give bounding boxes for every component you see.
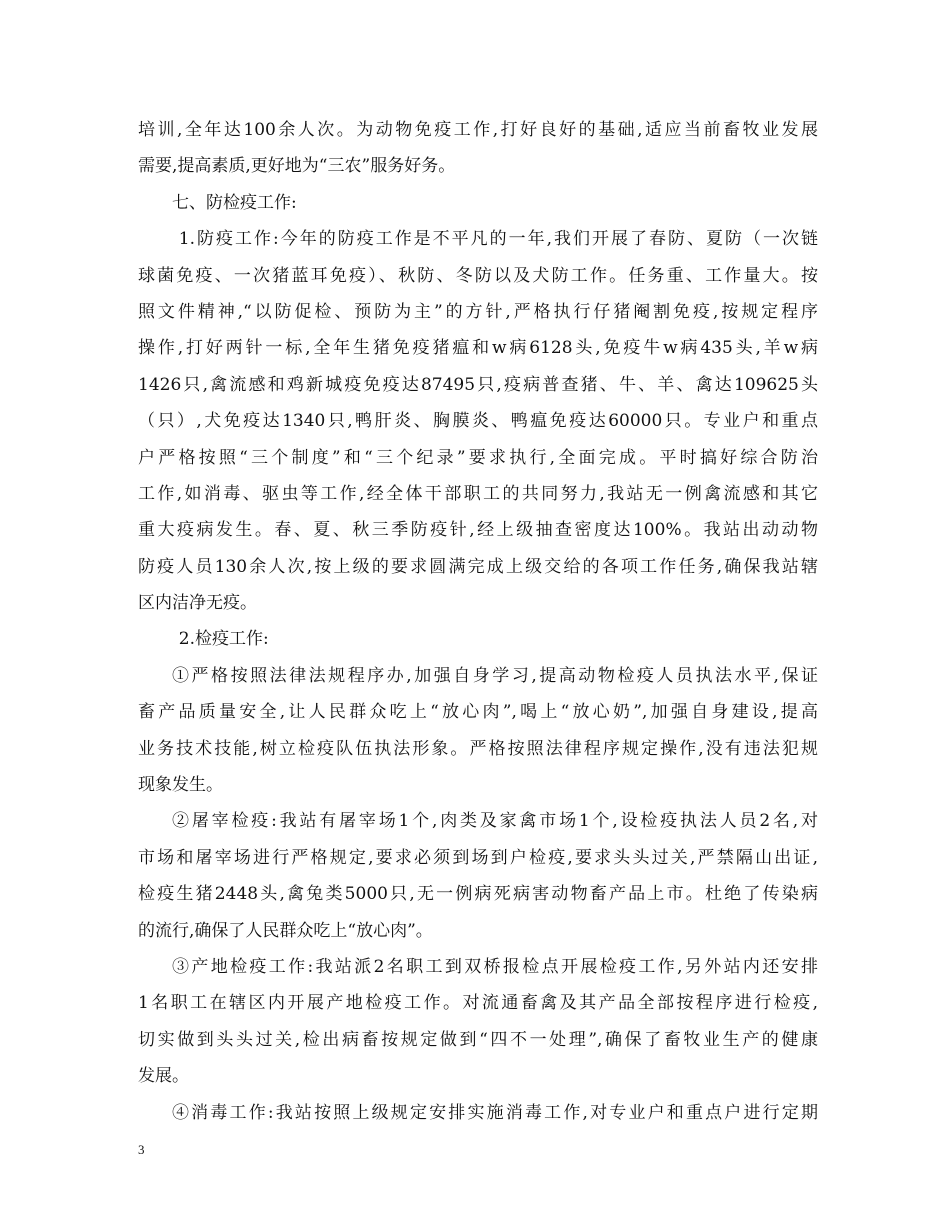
text-line: 检疫生猪2448头,禽兔类5000只,无一例病死病害动物畜产品上市。杜绝了传染病: [138, 884, 818, 905]
text-line: 需要,提高素质,更好地为“三农”服务好务。: [138, 156, 456, 177]
text-line: 区内洁净无疫。: [138, 593, 257, 614]
text-line: 操作,打好两针一标,全年生猪免疫猪瘟和w病6128头,免疫牛w病435头,羊w病: [138, 338, 818, 359]
text-line: ④消毒工作:我站按照上级规定安排实施消毒工作,对专业户和重点户进行定期: [172, 1102, 818, 1123]
text-line: 现象发生。: [138, 775, 223, 796]
text-line: 重大疫病发生。春、夏、秋三季防疫针,经上级抽查密度达100%。我站出动动物: [138, 520, 818, 541]
text-line: 1426只,禽流感和鸡新城疫免疫达87495只,疫病普查猪、牛、羊、禽达109625头: [138, 374, 818, 395]
text-line: 市场和屠宰场进行严格规定,要求必须到场到户检疫,要求头头过关,严禁隔山出证,: [138, 847, 818, 868]
text-line: 切实做到头头过关,检出病畜按规定做到“四不一处理”,确保了畜牧业生产的健康: [138, 1029, 818, 1050]
text-line: 七、防检疫工作:: [172, 192, 297, 213]
page-number: 3: [138, 1142, 145, 1157]
document-body: [138, 112, 818, 1131]
text-line: 畜产品质量安全,让人民群众吃上“放心肉”,喝上“放心奶”,加强自身建设,提高: [138, 702, 818, 723]
text-line: 1.防疫工作:今年的防疫工作是不平凡的一年,我们开展了春防、夏防（一次链: [178, 229, 818, 250]
text-line: ③产地检疫工作:我站派2名职工到双桥报检点开展检疫工作,另外站内还安排: [172, 956, 818, 977]
text-line: ①严格按照法律法规程序办,加强自身学习,提高动物检疫人员执法水平,保证: [172, 665, 818, 686]
text-line: 球菌免疫、一次猪蓝耳免疫）、秋防、冬防以及犬防工作。任务重、工作量大。按: [138, 265, 818, 286]
text-line: ②屠宰检疫:我站有屠宰场1个,肉类及家禽市场1个,设检疫执法人员2名,对: [172, 811, 818, 832]
text-line: 培训,全年达100余人次。为动物免疫工作,打好良好的基础,适应当前畜牧业发展: [138, 120, 818, 140]
text-line: 2.检疫工作:: [178, 629, 269, 650]
text-line: 1名职工在辖区内开展产地检疫工作。对流通畜禽及其产品全部按程序进行检疫,: [138, 993, 818, 1014]
text-line: 业务技术技能,树立检疫队伍执法形象。严格按照法律程序规定操作,没有违法犯规: [138, 738, 818, 759]
text-line: 的流行,确保了人民群众吃上“放心肉”。: [138, 920, 433, 941]
text-line: 防疫人员130余人次,按上级的要求圆满完成上级交给的各项工作任务,确保我站辖: [138, 556, 818, 577]
text-line: 照文件精神,“以防促检、预防为主”的方针,严格执行仔猪阉割免疫,按规定程序: [138, 301, 818, 322]
text-line: 户严格按照“三个制度”和“三个纪录”要求执行,全面完成。平时搞好综合防治: [138, 447, 818, 468]
text-line: 工作,如消毒、驱虫等工作,经全体干部职工的共同努力,我站无一例禽流感和其它: [138, 483, 818, 504]
text-line: 发展。: [138, 1066, 189, 1087]
text-line: （只）,犬免疫达1340只,鸭肝炎、胸膜炎、鸭瘟免疫达60000只。专业户和重点: [138, 411, 818, 432]
